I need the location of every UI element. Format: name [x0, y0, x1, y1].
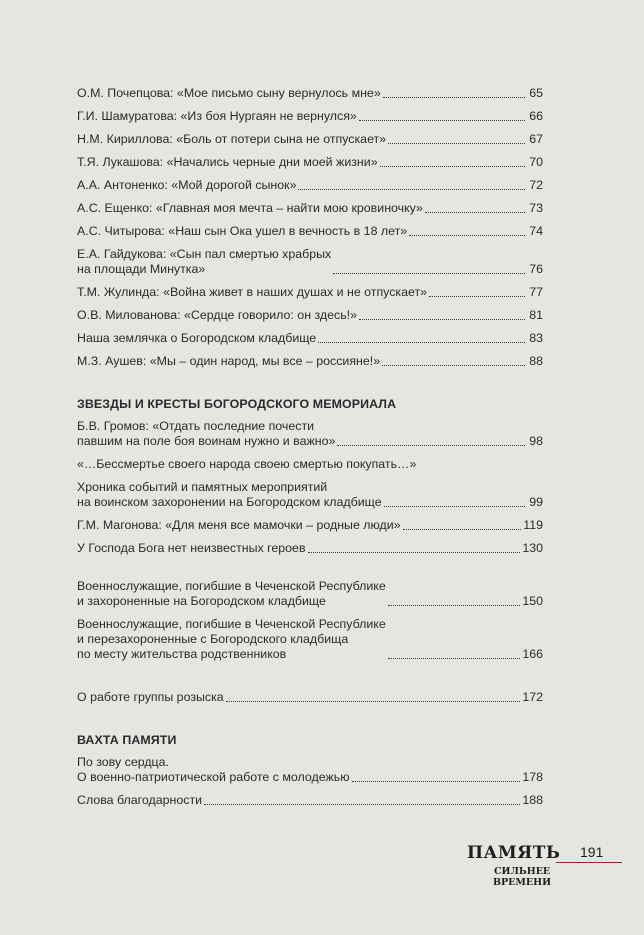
toc-entry — [77, 518, 543, 533]
brand-subtitle — [493, 866, 551, 888]
toc-entry-title: Н.М. Кириллова: «Боль от потери сына не отпускает» — [77, 132, 387, 146]
toc-entry-page: 67 — [529, 132, 543, 146]
toc-entry — [77, 793, 543, 808]
table-of-contents — [77, 86, 543, 816]
dot-leader — [388, 143, 525, 144]
toc-entry — [77, 617, 543, 662]
dot-leader — [384, 506, 525, 507]
dot-leader — [359, 319, 525, 320]
toc-entry-title: Хроника событий и памятных мероприятий на воинском захоронении на Богородском кладбище — [77, 480, 382, 509]
dot-leader — [429, 296, 525, 297]
page-footer — [467, 843, 627, 893]
toc-entry — [77, 579, 543, 609]
toc-entry-page: 74 — [529, 224, 543, 238]
toc-entry — [77, 201, 543, 216]
dot-leader — [352, 781, 521, 782]
toc-entry-title: Т.Я. Лукашова: «Начались черные дни моей жизни» — [77, 155, 378, 169]
toc-entry-title: О.М. Почепцова: «Мое письмо сыну вернулось мне» — [77, 86, 381, 100]
toc-entry-page: 88 — [529, 354, 543, 368]
toc-entry-title: У Господа Бога нет неизвестных героев — [77, 541, 306, 555]
toc-entry-page: 70 — [529, 155, 543, 169]
dot-leader — [308, 552, 521, 553]
toc-entry-title: Наша землячка о Богородском кладбище — [77, 331, 317, 345]
toc-entry-title: Военнослужащие, погибшие в Чеченской Республике и захороненные на Богородском кладбище — [77, 579, 386, 608]
dot-leader — [383, 97, 525, 98]
toc-group-4 — [77, 690, 543, 705]
toc-entry-title: Е.А. Гайдукова: «Сын пал смертью храбрых на площади Минутка» — [77, 247, 332, 276]
toc-entry-title: Г.И. Шамуратова: «Из боя Нургаян не вернулся» — [77, 109, 357, 123]
toc-entry-page: 150 — [522, 594, 543, 608]
toc-entry — [77, 354, 543, 369]
dot-leader — [333, 273, 525, 274]
toc-entry — [77, 132, 543, 147]
brand-subtitle-line-2: ВРЕМЕНИ — [493, 877, 552, 888]
toc-group-3 — [77, 579, 543, 662]
toc-entry-page: 73 — [529, 201, 543, 215]
toc-entry-page: 119 — [523, 518, 543, 532]
dot-leader — [337, 445, 525, 446]
toc-entry-title: А.С. Ещенко: «Главная моя мечта – найти мою кровиночку» — [77, 201, 423, 215]
toc-entry — [77, 457, 543, 472]
toc-entry-title: Военнослужащие, погибшие в Чеченской Республике и перезахороненные с Богородского кладбища по месту жительства родственников — [77, 617, 386, 661]
section-heading: ВАХТА ПАМЯТИ — [77, 733, 177, 747]
dot-leader — [298, 189, 525, 190]
toc-entry-title: Слова благодарности — [77, 793, 203, 807]
toc-entry-title: По зову сердца. О военно-патриотической работе с молодежью — [77, 755, 350, 784]
footer-rule — [556, 862, 622, 863]
toc-entry-page: 83 — [529, 331, 543, 345]
toc-entry — [77, 755, 543, 785]
toc-entry — [77, 331, 543, 346]
toc-entry-title: М.З. Аушев: «Мы – один народ, мы все – россияне!» — [77, 354, 381, 368]
toc-entry-title: А.А. Антоненко: «Мой дорогой сынок» — [77, 178, 297, 192]
dot-leader — [425, 212, 525, 213]
toc-entry — [77, 86, 543, 101]
toc-entry-title: Г.М. Магонова: «Для меня все мамочки – родные люди» — [77, 518, 401, 532]
toc-entry-title: «…Бессмертье своего народа своею смертью покупать…» — [77, 457, 417, 471]
dot-leader — [204, 804, 520, 805]
toc-entry-page: 98 — [529, 434, 543, 448]
toc-entry — [77, 308, 543, 323]
toc-entry-page: 178 — [522, 770, 543, 784]
toc-group-1 — [77, 86, 543, 369]
toc-entry-page: 76 — [529, 262, 543, 276]
toc-entry-page: 172 — [522, 690, 543, 704]
dot-leader — [318, 342, 525, 343]
section-heading: ЗВЕЗДЫ И КРЕСТЫ БОГОРОДСКОГО МЕМОРИАЛА — [77, 397, 397, 411]
toc-entry — [77, 285, 543, 300]
toc-entry-page: 99 — [529, 495, 543, 509]
dot-leader — [409, 235, 525, 236]
toc-entry-title: О.В. Милованова: «Сердце говорило: он здесь!» — [77, 308, 357, 322]
dot-leader — [403, 529, 522, 530]
toc-entry-page: 81 — [529, 308, 543, 322]
toc-entry-page: 65 — [529, 86, 543, 100]
toc-entry-title: Т.М. Жулинда: «Война живет в наших душах и не отпускает» — [77, 285, 428, 299]
dot-leader — [380, 166, 525, 167]
brand-title: ПАМЯТЬ — [467, 843, 561, 863]
dot-leader — [388, 605, 521, 606]
toc-entry — [77, 480, 543, 510]
dot-leader — [226, 701, 521, 702]
toc-entry-title: Б.В. Громов: «Отдать последние почести павшим на поле боя воинам нужно и важно» — [77, 419, 336, 448]
toc-entry-page: 166 — [522, 647, 543, 661]
toc-entry-page: 130 — [522, 541, 543, 555]
toc-entry-page: 72 — [529, 178, 543, 192]
toc-entry — [77, 155, 543, 170]
toc-entry — [77, 419, 543, 449]
toc-entry-page: 66 — [529, 109, 543, 123]
toc-entry — [77, 541, 543, 556]
toc-group-5 — [77, 755, 543, 808]
dot-leader — [388, 658, 521, 659]
dot-leader — [382, 365, 525, 366]
toc-entry-page: 77 — [529, 285, 543, 299]
page-number: 191 — [580, 844, 604, 860]
toc-group-2 — [77, 419, 543, 556]
dot-leader — [359, 120, 525, 121]
toc-entry — [77, 224, 543, 239]
toc-entry — [77, 178, 543, 193]
toc-entry-title: А.С. Читырова: «Наш сын Ока ушел в вечность в 18 лет» — [77, 224, 408, 238]
toc-entry — [77, 109, 543, 124]
toc-entry-page: 188 — [522, 793, 543, 807]
brand-subtitle-line-1: СИЛЬНЕЕ — [493, 866, 551, 877]
toc-entry — [77, 690, 543, 705]
toc-entry-title: О работе группы розыска — [77, 690, 224, 704]
toc-entry — [77, 247, 543, 277]
